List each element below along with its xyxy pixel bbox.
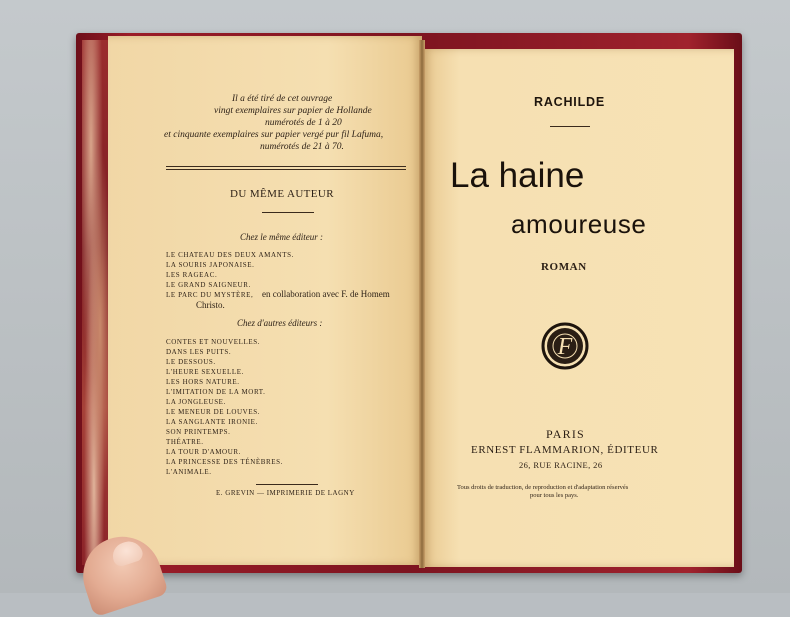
genre-label: ROMAN — [541, 261, 587, 273]
book-title: L'ANIMALE. — [166, 468, 212, 476]
publisher-emblem-icon — [541, 322, 589, 370]
book-title: LA JONGLEUSE. — [166, 398, 226, 406]
book-gutter — [419, 40, 425, 568]
colophon-line: et cinquante exemplaires sur papier vergé pur fil Lafuma, — [164, 130, 384, 140]
book-title: THÉATRE. — [166, 438, 204, 446]
colophon-line: Il a été tiré de cet ouvrage — [232, 94, 333, 104]
rights-notice: Tous droits de traduction, de reproduction et d'adaptation réservés — [457, 484, 629, 491]
colophon-line: numérotés de 1 à 20 — [265, 118, 342, 128]
heading-rule — [262, 212, 314, 213]
publisher-city: PARIS — [546, 427, 585, 441]
same-author-heading: DU MÊME AUTEUR — [230, 188, 334, 200]
double-rule-bottom — [166, 169, 406, 170]
book-title: LE GRAND SAIGNEUR. — [166, 281, 251, 289]
author-name: RACHILDE — [534, 95, 605, 109]
other-publishers-label: Chez d'autres éditeurs : — [237, 318, 323, 328]
book-title: SON PRINTEMPS. — [166, 428, 231, 436]
book-title-line1: La haine — [450, 156, 585, 195]
book-title: LA SANGLANTE IRONIE. — [166, 418, 258, 426]
publisher-name: ERNEST FLAMMARION, ÉDITEUR — [471, 444, 659, 456]
book-title: LES RAGEAC. — [166, 271, 218, 279]
book-title: LA SOURIS JAPONAISE. — [166, 261, 255, 269]
book-title: L'IMITATION DE LA MORT. — [166, 388, 266, 396]
double-rule-top — [166, 166, 406, 167]
book-title: LE CHATEAU DES DEUX AMANTS. — [166, 251, 295, 259]
book-title: LE MENEUR DE LOUVES. — [166, 408, 261, 416]
rights-notice: pour tous les pays. — [530, 492, 579, 499]
book-title: LE PARC DU MYSTÈRE, — [166, 291, 254, 299]
publisher-address: 26, RUE RACINE, 26 — [519, 460, 603, 470]
author-rule — [550, 126, 590, 127]
collaboration-note: Christo. — [196, 300, 225, 310]
collaboration-note: en collaboration avec F. de Homem — [262, 289, 390, 299]
book-title: LA PRINCESSE DES TÉNÈBRES. — [166, 458, 283, 466]
book-title: CONTES ET NOUVELLES. — [166, 338, 261, 346]
svg-text:F: F — [557, 334, 573, 360]
colophon-line: numérotés de 21 à 70. — [260, 142, 344, 152]
book-title: LES HORS NATURE. — [166, 378, 240, 386]
printer-imprint: E. GREVIN — IMPRIMERIE DE LAGNY — [216, 489, 355, 497]
printer-rule — [256, 484, 318, 485]
book-title-line2: amoureuse — [511, 209, 647, 239]
book-title: L'HEURE SEXUELLE. — [166, 368, 244, 376]
book-title: LE DESSOUS. — [166, 358, 216, 366]
book-title: DANS LES PUITS. — [166, 348, 232, 356]
book-title: LA TOUR D'AMOUR. — [166, 448, 241, 456]
colophon-line: vingt exemplaires sur papier de Hollande — [214, 106, 372, 116]
same-publisher-label: Chez le même éditeur : — [240, 232, 323, 242]
